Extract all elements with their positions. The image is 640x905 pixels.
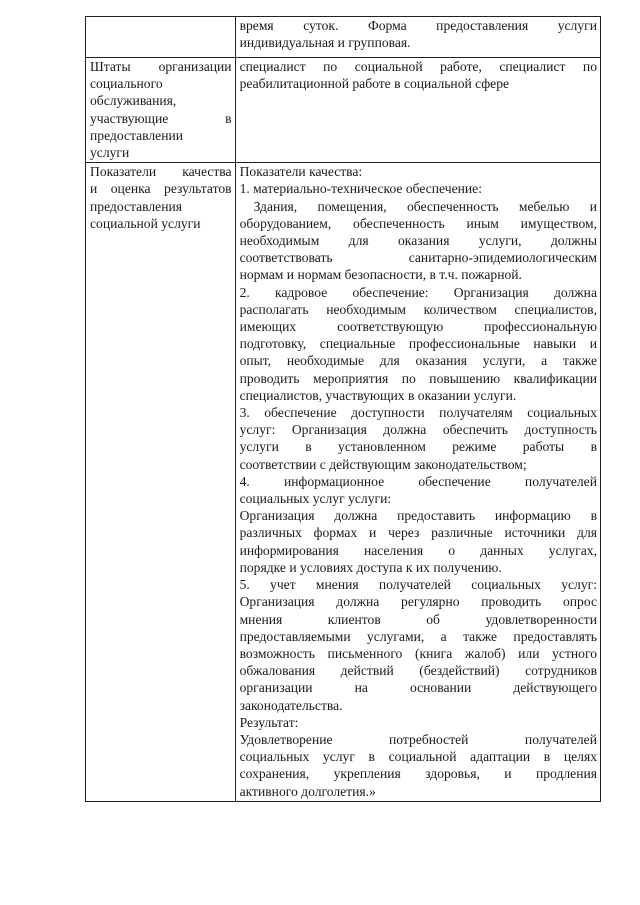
text-line: имеющих соответствующую профессиональную [239,319,597,335]
text-line: Здания, помещения, обеспеченность мебелью и [253,198,597,214]
table-row-schedule [86,17,601,58]
text-line: Удовлетворение потребностей получателей [239,731,597,747]
text-line: информирования населения о данных услугах, [239,542,597,558]
row-content-quality [235,163,600,802]
text-line: мнения клиентов об удовлетворенности [239,611,597,627]
text-line: необходимым для оказания услуги, должны [239,233,597,249]
text-line: услуги в установленном режиме работы в [239,439,597,455]
text-line: соответствовать санитарно-эпидемиологическим [239,250,597,266]
label-line: услуги [90,145,130,161]
text-line: различных формах и через различные источники для [239,525,597,541]
text-line: специалист по социальной работе, специалист по [239,59,597,74]
text-line: оборудованием, обеспеченность иным имуществом, [239,215,597,231]
table-row-staff [86,58,601,163]
text-line: активного долголетия.» [239,783,376,799]
label-line: предоставления [90,198,183,214]
label-line: и оценка результатов [90,181,232,197]
text-line: 2. кадровое обеспечение: Организация должна [239,284,597,300]
service-standard-table [85,16,601,802]
label-line: Штаты организации [90,59,232,74]
table-row-quality [86,163,601,802]
text-line: время суток. Форма предоставления услуги [239,18,597,33]
text-line: соответствии с действующим законодательством; [239,456,527,472]
text-line: индивидуальная и групповая. [239,35,411,51]
text-line: 4. информационное обеспечение получателей [239,473,597,489]
text-line: нормам и нормам безопасности, в т.ч. пожарной. [239,267,522,283]
text-line: реабилитационной работе в социальной сфере [239,76,510,92]
text-line: возможность письменного (книга жалоб) или устного [239,645,597,661]
text-line: 1. материально-техническое обеспечение: [239,181,482,197]
label-line: социальной услуги [90,215,201,231]
text-line: порядке и условиях доступа к их получению. [239,559,502,575]
text-line: Организация должна предоставить информацию в [239,508,597,524]
text-line: опыт, необходимые для оказания услуги, а также [239,353,597,369]
row-label-staff [86,58,236,163]
text-line: предоставляемыми услугами, а также предоставлять [239,628,597,644]
text-line: Результат: [239,714,299,730]
row-content-schedule [235,17,600,58]
text-line: подготовку, специальные профессиональные навыки и [239,336,597,352]
label-line: предоставлении [90,127,184,143]
text-line: 3. обеспечение доступности получателям социальных [239,405,597,421]
label-line: Показатели качества [90,164,232,180]
row-content-staff [235,58,600,163]
row-label-empty [86,17,236,58]
text-line: законодательства. [239,697,343,713]
text-line: 5. учет мнения получателей социальных услуг: [239,577,597,593]
text-line: Показатели качества: [239,164,363,180]
text-line: социальных услуг услуги: [239,491,392,507]
text-line: располагать необходимым количеством специалистов, [239,301,597,317]
text-line: обжалования действий (бездействий) сотрудников [239,663,597,679]
text-line: услуг: Организация должна обеспечить доступность [239,422,597,438]
label-line: обслуживания, [90,93,177,109]
label-line: участвующие в [90,110,232,126]
text-line: организации на основании действующего [239,680,597,696]
text-line: Организация должна регулярно проводить опрос [239,594,597,610]
text-line: социальных услуг в социальной адаптации в целях [239,749,597,765]
row-label-quality [86,163,236,802]
text-line: специалистов, участвующих в оказании услуги. [239,387,517,403]
label-line: социального [90,76,163,92]
text-line: проводить мероприятия по повышению квалификации [239,370,597,386]
text-line: сохранения, укрепления здоровья, и продления [239,766,597,782]
